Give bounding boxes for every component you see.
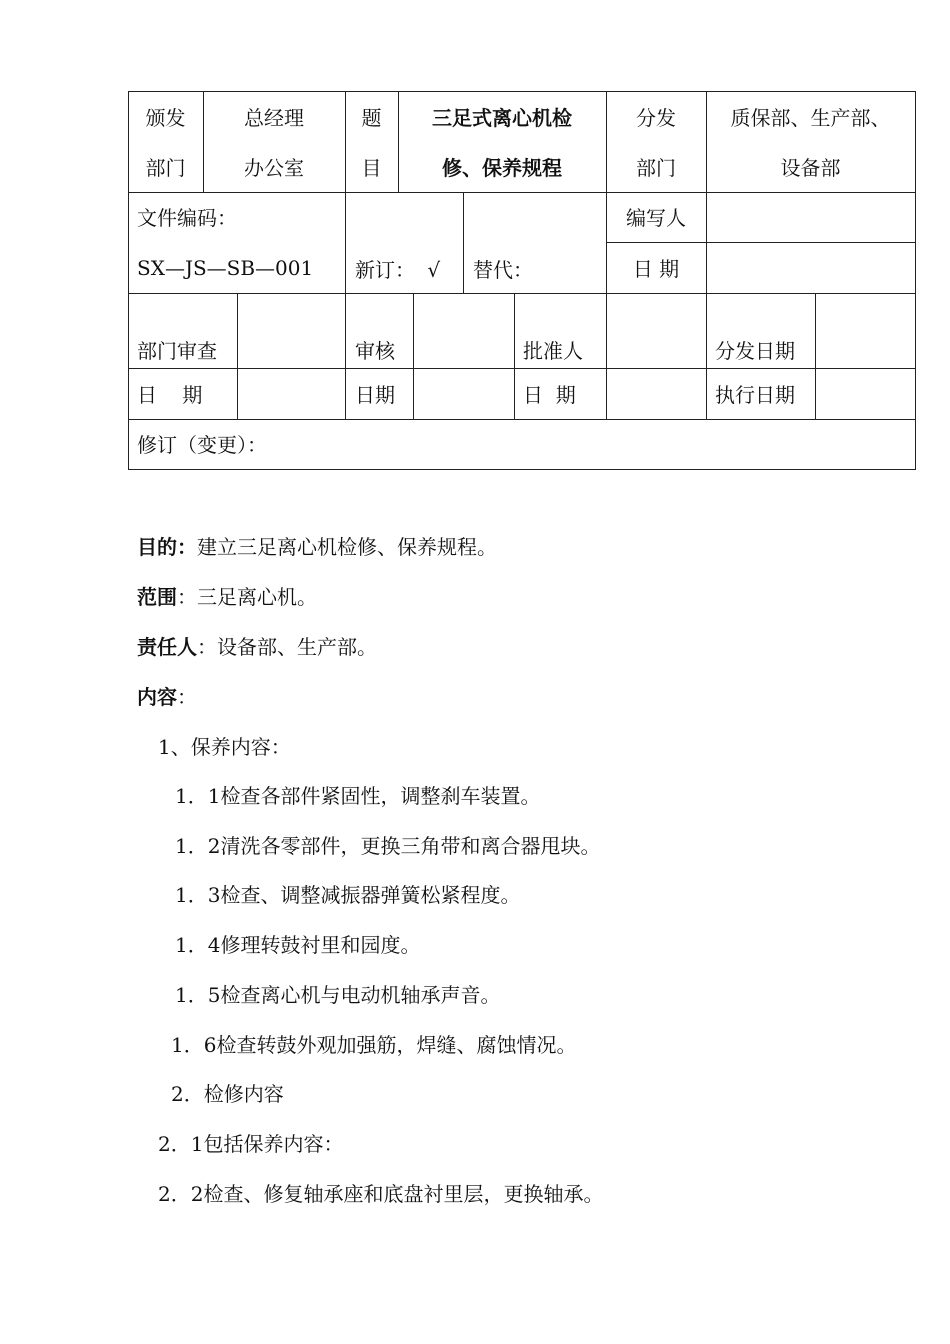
revision-label: 修订（变更）： xyxy=(137,433,267,457)
date-label: 日 期 xyxy=(523,383,576,407)
list-item: 2．检修内容 xyxy=(171,1082,284,1106)
distribute-date-label: 分发日期 xyxy=(715,339,795,363)
table-border-top xyxy=(128,91,916,92)
distribute-dept-value: 质保部、生产部、 设备部 xyxy=(730,106,891,180)
content-colon: ： xyxy=(177,685,197,709)
issue-dept-label: 颁发 部门 xyxy=(145,106,186,180)
table-rule xyxy=(345,293,346,419)
purpose-text: 建立三足离心机检修、保养规程。 xyxy=(197,535,497,559)
new-label-text: 新订： xyxy=(355,258,415,282)
purpose-label: 目的 xyxy=(137,535,177,559)
title-label: 题 目 xyxy=(361,106,382,180)
execute-date-label: 执行日期 xyxy=(715,383,795,407)
list-item: 1．2清洗各零部件，更换三角带和离合器甩块。 xyxy=(175,834,601,858)
scope-label: 范围 xyxy=(137,585,177,609)
table-rule xyxy=(128,368,916,369)
scope-colon: ： xyxy=(177,585,197,609)
table-rule xyxy=(706,293,707,419)
distribute-dept-label: 分发 部门 xyxy=(636,106,676,180)
purpose-colon: ： xyxy=(177,535,197,559)
list-item: 2．2检查、修复轴承座和底盘衬里层，更换轴承。 xyxy=(158,1182,604,1206)
table-rule xyxy=(345,192,346,293)
table-rule xyxy=(706,192,707,293)
purpose-line xyxy=(137,535,497,559)
new-label xyxy=(355,245,440,295)
file-code-value: SX—JS—SB—001 xyxy=(137,256,314,280)
list-item: 1．3检查、调整减振器弹簧松紧程度。 xyxy=(175,883,521,907)
table-rule xyxy=(606,293,607,419)
list-item: 1．1检查各部件紧固性，调整刹车装置。 xyxy=(175,784,541,808)
table-rule xyxy=(463,192,464,293)
table-border-right xyxy=(915,91,916,470)
replace-label: 替代： xyxy=(473,258,533,282)
list-item: 1．4修理转鼓衬里和园度。 xyxy=(175,933,421,957)
table-rule xyxy=(237,293,238,419)
list-item: 1．6检查转鼓外观加强筋，焊缝、腐蚀情况。 xyxy=(171,1033,577,1057)
date-label: 日期 xyxy=(355,383,395,407)
document-title: 三足式离心机检 修、保养规程 xyxy=(432,106,572,180)
content-line xyxy=(137,685,197,709)
list-item: 2．1包括保养内容： xyxy=(158,1132,344,1156)
audit-label: 审核 xyxy=(355,339,395,363)
scope-line xyxy=(137,585,317,609)
file-code-label: 文件编码： xyxy=(137,206,237,230)
approver-label: 批准人 xyxy=(523,339,583,363)
date-label: 日 期 xyxy=(632,257,680,281)
scope-text: 三足离心机。 xyxy=(197,585,317,609)
list-item: 1．5检查离心机与电动机轴承声音。 xyxy=(175,983,501,1007)
date-label: 日 期 xyxy=(137,383,203,407)
owner-colon: ： xyxy=(197,635,217,659)
content-label: 内容 xyxy=(137,685,177,709)
owner-label: 责任人 xyxy=(137,635,197,659)
check-mark-icon: √ xyxy=(427,258,441,282)
issue-dept-value: 总经理 办公室 xyxy=(244,106,304,180)
owner-line xyxy=(137,635,377,659)
author-label: 编写人 xyxy=(626,206,686,230)
table-rule xyxy=(514,293,515,419)
dept-review-label: 部门审查 xyxy=(137,339,217,363)
table-rule xyxy=(815,293,816,419)
table-rule xyxy=(413,293,414,419)
list-item: 1、保养内容： xyxy=(158,735,291,759)
owner-text: 设备部、生产部。 xyxy=(217,635,377,659)
